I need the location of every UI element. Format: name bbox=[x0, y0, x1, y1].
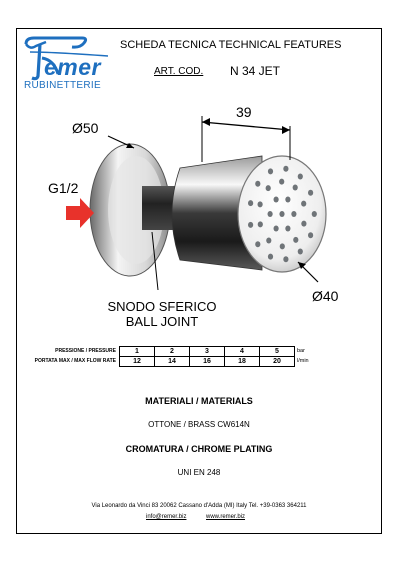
plating-title: CROMATURA / CHROME PLATING bbox=[125, 444, 273, 454]
logo-subtitle: RUBINETTERIE bbox=[24, 80, 101, 91]
nozzle-hole bbox=[301, 201, 306, 207]
email-link[interactable]: info@remer.biz bbox=[146, 514, 187, 520]
flow-label: PORTATA MAX / MAX FLOW RATE bbox=[34, 358, 116, 364]
nozzle-hole bbox=[266, 238, 271, 244]
nozzle-hole bbox=[285, 197, 290, 203]
nozzle-hole bbox=[255, 241, 260, 247]
nozzle-hole bbox=[285, 226, 290, 232]
website-link[interactable]: www.remer.biz bbox=[206, 514, 246, 520]
nozzle-hole bbox=[255, 181, 260, 187]
nozzle-hole bbox=[258, 221, 263, 227]
table-row bbox=[24, 357, 311, 367]
table-cell: 4 bbox=[225, 347, 260, 357]
art-code: N 34 JET bbox=[230, 64, 281, 78]
nozzle-hole bbox=[279, 179, 284, 185]
pressure-flow-table bbox=[24, 346, 311, 367]
plating-value: UNI EN 248 bbox=[177, 468, 221, 477]
ball-joint-label-it: SNODO SFERICO bbox=[107, 299, 217, 314]
art-code-label: ART. COD. bbox=[154, 66, 204, 77]
nozzle-hole bbox=[266, 185, 271, 191]
nozzle-hole bbox=[283, 256, 288, 262]
thread-size: G1/2 bbox=[48, 180, 79, 196]
nozzle-hole bbox=[293, 185, 298, 191]
nozzle-hole bbox=[279, 211, 284, 217]
ball-joint-label-en: BALL JOINT bbox=[125, 314, 199, 329]
flow-unit: l/min bbox=[297, 358, 309, 364]
nozzle-hole bbox=[268, 168, 273, 174]
length-dimension: 39 bbox=[236, 104, 252, 120]
nozzle-hole bbox=[248, 200, 253, 206]
nozzle-hole bbox=[283, 166, 288, 172]
nozzle-hole bbox=[268, 211, 273, 217]
logo-word: emer bbox=[44, 54, 101, 80]
table-cell: 3 bbox=[190, 347, 225, 357]
table-cell: 16 bbox=[190, 357, 225, 367]
pressure-unit: bar bbox=[297, 348, 305, 354]
nozzle-hole bbox=[291, 211, 296, 217]
table-cell: 2 bbox=[155, 347, 190, 357]
nozzle-hole bbox=[248, 222, 253, 228]
nozzle-hole bbox=[298, 249, 303, 255]
table-cell: 5 bbox=[260, 347, 295, 357]
nozzle-hole bbox=[268, 254, 273, 260]
sheet-title: SCHEDA TECNICA TECHNICAL FEATURES bbox=[120, 39, 342, 51]
nozzle-hole bbox=[293, 237, 298, 243]
table-cell: 1 bbox=[120, 347, 155, 357]
table-cell: 18 bbox=[225, 357, 260, 367]
flange-diameter: Ø50 bbox=[72, 120, 99, 136]
table-cell: 20 bbox=[260, 357, 295, 367]
table-cell: 12 bbox=[120, 357, 155, 367]
nozzle-hole bbox=[301, 221, 306, 227]
head-diameter: Ø40 bbox=[312, 288, 339, 304]
nozzle-hole bbox=[274, 226, 279, 232]
table-cell: 14 bbox=[155, 357, 190, 367]
table-row bbox=[24, 347, 311, 357]
nozzle-hole bbox=[312, 211, 317, 217]
nozzle-hole bbox=[274, 197, 279, 203]
nozzle-hole bbox=[308, 232, 313, 238]
nozzle-hole bbox=[280, 243, 285, 249]
materials-title: MATERIALI / MATERIALS bbox=[145, 396, 253, 406]
nozzle-hole bbox=[298, 174, 303, 180]
nozzle-hole bbox=[308, 190, 313, 196]
nozzle-hole bbox=[258, 201, 263, 207]
materials-value: OTTONE / BRASS CW614N bbox=[148, 420, 250, 429]
footer-address: Via Leonardo da Vinci 83 20062 Cassano d'Adda (MI) Italy Tel. +39-0363 364211 bbox=[91, 503, 307, 509]
pressure-label: PRESSIONE / PRESSURE bbox=[55, 348, 116, 354]
